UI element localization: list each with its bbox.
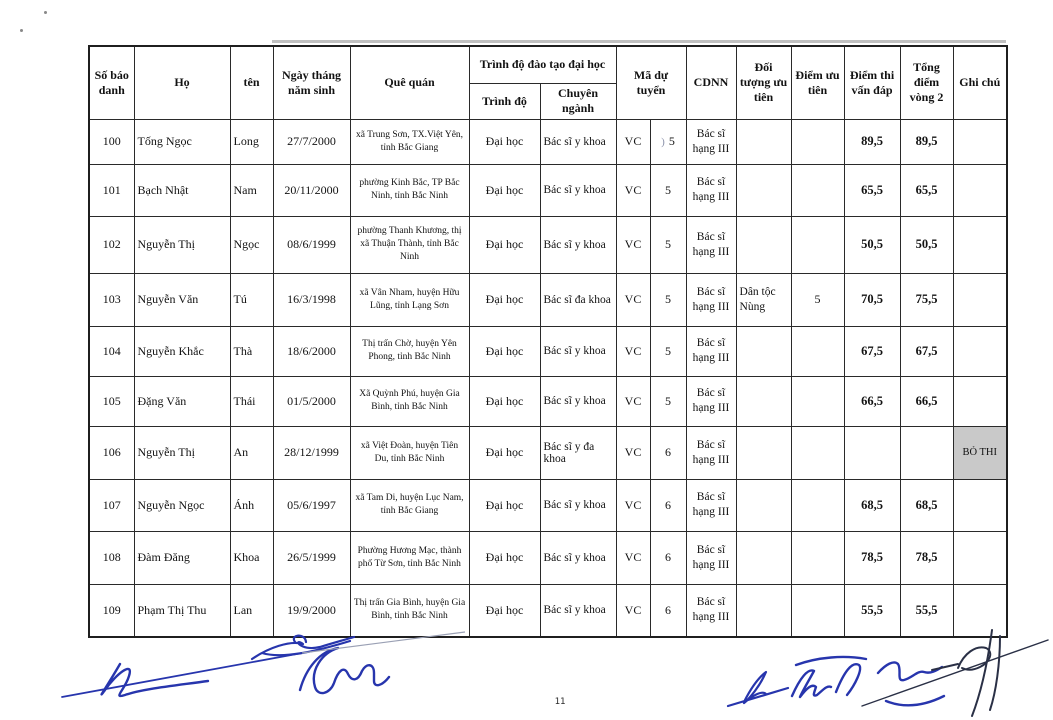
cell-ten: Nam (230, 164, 273, 216)
col-header-so-bao-danh: Số báo danh (89, 46, 134, 119)
cell-ghi-chu (953, 273, 1007, 326)
cell-cdnn: Bác sĩ hạng III (686, 531, 736, 584)
col-header-ghi-chu: Ghi chú (953, 46, 1007, 119)
cell-ho: Đàm Đăng (134, 531, 230, 584)
cell-tong-diem (900, 426, 953, 479)
cell-diem-van-dap: 55,5 (844, 584, 900, 637)
cell-ngay-sinh: 20/11/2000 (273, 164, 350, 216)
signature-left-underline (62, 653, 302, 697)
cell-cdnn: Bác sĩ hạng III (686, 584, 736, 637)
cell-doi-tuong (736, 531, 791, 584)
cell-ma-vc: VC (616, 426, 650, 479)
cell-ho: Nguyễn Khắc (134, 326, 230, 376)
signature-left-tail (302, 632, 465, 653)
page-number: 11 (554, 697, 566, 707)
scan-speck (20, 29, 23, 32)
cell-ma-so: 5 (650, 326, 686, 376)
cell-tong-diem: 78,5 (900, 531, 953, 584)
cell-cdnn: Bác sĩ hạng III (686, 326, 736, 376)
col-header-chuyen-nganh: Chuyên ngành (540, 83, 616, 119)
cell-ghi-chu (953, 479, 1007, 531)
cell-ngay-sinh: 28/12/1999 (273, 426, 350, 479)
table-row (89, 273, 1007, 326)
cell-doi-tuong (736, 426, 791, 479)
cell-ngay-sinh: 16/3/1998 (273, 273, 350, 326)
cell-ma-vc: VC (616, 216, 650, 273)
cell-diem-uu-tien (791, 216, 844, 273)
cell-trinh-do: Đại học (469, 584, 540, 637)
cell-doi-tuong (736, 376, 791, 426)
cell-ghi-chu (953, 216, 1007, 273)
cell-ma-so: 6 (650, 479, 686, 531)
cell-trinh-do: Đại học (469, 273, 540, 326)
cell-ma-so: 6 (650, 426, 686, 479)
cell-ngay-sinh: 19/9/2000 (273, 584, 350, 637)
cell-diem-uu-tien (791, 531, 844, 584)
cell-que-quan: xã Tam Di, huyện Lục Nam, tỉnh Bắc Giang (350, 479, 469, 531)
cell-ho: Tống Ngọc (134, 119, 230, 164)
cell-ngay-sinh: 27/7/2000 (273, 119, 350, 164)
cell-ghi-chu (953, 376, 1007, 426)
cell-ma-vc: VC (616, 584, 650, 637)
cell-doi-tuong (736, 164, 791, 216)
col-header-tong-diem-vong-2: Tổng điểm vòng 2 (900, 46, 953, 119)
cell-ghi-chu (953, 119, 1007, 164)
cell-ngay-sinh: 01/5/2000 (273, 376, 350, 426)
cell-sbd: 106 (89, 426, 134, 479)
header-row-1 (89, 46, 1007, 83)
cell-trinh-do: Đại học (469, 479, 540, 531)
cell-ma-vc: VC (616, 119, 650, 164)
cell-ma-so: 5 (650, 164, 686, 216)
cell-ghi-chu (953, 531, 1007, 584)
cell-sbd: 104 (89, 326, 134, 376)
cell-cdnn: Bác sĩ hạng III (686, 426, 736, 479)
col-header-ten: tên (230, 46, 273, 119)
cell-diem-van-dap: 89,5 (844, 119, 900, 164)
cell-sbd: 105 (89, 376, 134, 426)
cell-ten: An (230, 426, 273, 479)
cell-ma-so (650, 119, 686, 164)
cell-chuyen-nganh: Bác sĩ y khoa (540, 584, 616, 637)
cell-doi-tuong (736, 479, 791, 531)
col-header-diem-thi-van-dap: Điểm thi vấn đáp (844, 46, 900, 119)
col-header-trinh-do-group: Trình độ đào tạo đại học (469, 46, 616, 83)
cell-ma-vc: VC (616, 273, 650, 326)
cell-sbd: 109 (89, 584, 134, 637)
cell-ghi-chu-bo-thi: BỎ THI (953, 426, 1007, 479)
cell-que-quan: xã Vân Nham, huyện Hữu Lũng, tỉnh Lạng Sơn (350, 273, 469, 326)
cell-ngay-sinh: 18/6/2000 (273, 326, 350, 376)
table-row (89, 479, 1007, 531)
cell-trinh-do: Đại học (469, 164, 540, 216)
signature-right-1 (728, 672, 788, 706)
cell-ten: Thà (230, 326, 273, 376)
col-header-ho: Họ (134, 46, 230, 119)
cell-sbd: 103 (89, 273, 134, 326)
cell-tong-diem: 89,5 (900, 119, 953, 164)
cell-chuyen-nganh: Bác sĩ y đa khoa (540, 426, 616, 479)
cell-que-quan: phường Kinh Bắc, TP Bắc Ninh, tỉnh Bắc Ninh (350, 164, 469, 216)
col-header-trinh-do: Trình độ (469, 83, 540, 119)
cell-ma-vc: VC (616, 326, 650, 376)
handwritten-signatures (0, 610, 1053, 720)
cell-ma-vc: VC (616, 479, 650, 531)
cell-chuyen-nganh: Bác sĩ y khoa (540, 531, 616, 584)
cell-diem-van-dap: 78,5 (844, 531, 900, 584)
cell-tong-diem: 75,5 (900, 273, 953, 326)
cell-ten: Ngọc (230, 216, 273, 273)
cell-cdnn: Bác sĩ hạng III (686, 119, 736, 164)
cell-diem-uu-tien (791, 326, 844, 376)
cell-trinh-do: Đại học (469, 426, 540, 479)
table-row (89, 376, 1007, 426)
cell-diem-uu-tien (791, 119, 844, 164)
signature-dark-diagonal (862, 640, 1048, 706)
cell-tong-diem: 50,5 (900, 216, 953, 273)
cell-diem-uu-tien (791, 376, 844, 426)
cell-chuyen-nganh: Bác sĩ y khoa (540, 479, 616, 531)
cell-cdnn: Bác sĩ hạng III (686, 216, 736, 273)
col-header-que-quan: Quê quán (350, 46, 469, 119)
cell-diem-uu-tien (791, 426, 844, 479)
cell-diem-van-dap: 68,5 (844, 479, 900, 531)
cell-ngay-sinh: 26/5/1999 (273, 531, 350, 584)
cell-doi-tuong: Dân tộc Nùng (736, 273, 791, 326)
scan-smear (272, 40, 1006, 43)
col-header-cdnn: CDNN (686, 46, 736, 119)
table-row (89, 216, 1007, 273)
signature-right-2 (792, 657, 866, 697)
cell-ho: Bạch Nhật (134, 164, 230, 216)
exam-results-table (88, 45, 1008, 638)
cell-trinh-do: Đại học (469, 119, 540, 164)
cell-ma-so: 6 (650, 584, 686, 637)
col-header-ngay-sinh: Ngày tháng năm sinh (273, 46, 350, 119)
cell-trinh-do: Đại học (469, 326, 540, 376)
cell-ma-so: 5 (650, 376, 686, 426)
cell-ho: Nguyễn Thị (134, 426, 230, 479)
table-row (89, 426, 1007, 479)
cell-cdnn: Bác sĩ hạng III (686, 479, 736, 531)
cell-ten: Lan (230, 584, 273, 637)
col-header-doi-tuong-uu-tien: Đối tượng ưu tiên (736, 46, 791, 119)
cell-ten: Long (230, 119, 273, 164)
cell-chuyen-nganh: Bác sĩ y khoa (540, 216, 616, 273)
col-header-diem-uu-tien: Điểm ưu tiên (791, 46, 844, 119)
cell-que-quan: xã Trung Sơn, TX.Việt Yên, tỉnh Bắc Giang (350, 119, 469, 164)
scan-speck (44, 11, 47, 14)
cell-ten: Tú (230, 273, 273, 326)
cell-chuyen-nganh: Bác sĩ đa khoa (540, 273, 616, 326)
signature-left-3 (300, 648, 389, 693)
cell-ten: Thái (230, 376, 273, 426)
cell-tong-diem: 55,5 (900, 584, 953, 637)
cell-tong-diem: 67,5 (900, 326, 953, 376)
cell-tong-diem: 66,5 (900, 376, 953, 426)
table-row (89, 531, 1007, 584)
cell-que-quan: phường Thanh Khương, thị xã Thuận Thành, tỉnh Bắc Ninh (350, 216, 469, 273)
cell-chuyen-nganh: Bác sĩ y khoa (540, 119, 616, 164)
signature-dark-vertical (972, 630, 1000, 716)
cell-ten: Ánh (230, 479, 273, 531)
cell-sbd: 101 (89, 164, 134, 216)
cell-ma-so: 6 (650, 531, 686, 584)
cell-ma-vc: VC (616, 531, 650, 584)
cell-diem-van-dap: 70,5 (844, 273, 900, 326)
cell-diem-van-dap: 66,5 (844, 376, 900, 426)
cell-ma-so: 5 (650, 216, 686, 273)
cell-chuyen-nganh: Bác sĩ y khoa (540, 376, 616, 426)
cell-doi-tuong (736, 119, 791, 164)
cell-ngay-sinh: 08/6/1999 (273, 216, 350, 273)
cell-ho: Phạm Thị Thu (134, 584, 230, 637)
cell-sbd: 100 (89, 119, 134, 164)
cell-cdnn: Bác sĩ hạng III (686, 273, 736, 326)
cell-que-quan: Xã Quỳnh Phú, huyện Gia Bình, tỉnh Bắc Ninh (350, 376, 469, 426)
cell-ho: Đặng Văn (134, 376, 230, 426)
cell-trinh-do: Đại học (469, 216, 540, 273)
cell-sbd: 108 (89, 531, 134, 584)
cell-tong-diem: 68,5 (900, 479, 953, 531)
stray-pen-mark: ) (661, 136, 665, 148)
cell-sbd: 107 (89, 479, 134, 531)
table-row (89, 119, 1007, 164)
cell-diem-van-dap: 50,5 (844, 216, 900, 273)
cell-que-quan: xã Việt Đoàn, huyện Tiên Du, tỉnh Bắc Ninh (350, 426, 469, 479)
cell-ghi-chu (953, 326, 1007, 376)
cell-que-quan: Thị trấn Gia Bình, huyện Gia Bình, tỉnh Bắc Ninh (350, 584, 469, 637)
cell-ho: Nguyễn Thị (134, 216, 230, 273)
cell-diem-van-dap (844, 426, 900, 479)
cell-diem-van-dap: 65,5 (844, 164, 900, 216)
cell-cdnn: Bác sĩ hạng III (686, 164, 736, 216)
cell-sbd: 102 (89, 216, 134, 273)
cell-ten: Khoa (230, 531, 273, 584)
cell-ho: Nguyễn Ngọc (134, 479, 230, 531)
cell-cdnn: Bác sĩ hạng III (686, 376, 736, 426)
cell-chuyen-nganh: Bác sĩ y khoa (540, 326, 616, 376)
cell-trinh-do: Đại học (469, 376, 540, 426)
cell-ho: Nguyễn Văn (134, 273, 230, 326)
cell-que-quan: Thị trấn Chờ, huyện Yên Phong, tỉnh Bắc Ninh (350, 326, 469, 376)
cell-trinh-do: Đại học (469, 531, 540, 584)
table-row (89, 164, 1007, 216)
cell-ma-so: 5 (650, 273, 686, 326)
cell-ghi-chu (953, 164, 1007, 216)
cell-diem-uu-tien (791, 479, 844, 531)
ma-so-value: 5 (668, 134, 675, 148)
table-row (89, 326, 1007, 376)
cell-doi-tuong (736, 216, 791, 273)
cell-doi-tuong (736, 326, 791, 376)
cell-tong-diem: 65,5 (900, 164, 953, 216)
cell-diem-uu-tien (791, 164, 844, 216)
cell-ma-vc: VC (616, 376, 650, 426)
cell-ma-vc: VC (616, 164, 650, 216)
cell-chuyen-nganh: Bác sĩ y khoa (540, 164, 616, 216)
cell-ngay-sinh: 05/6/1997 (273, 479, 350, 531)
cell-que-quan: Phường Hương Mạc, thành phố Từ Sơn, tỉnh Bắc Ninh (350, 531, 469, 584)
col-header-ma-du-tuyen: Mã dự tuyển (616, 46, 686, 119)
cell-diem-uu-tien: 5 (791, 273, 844, 326)
cell-diem-van-dap: 67,5 (844, 326, 900, 376)
